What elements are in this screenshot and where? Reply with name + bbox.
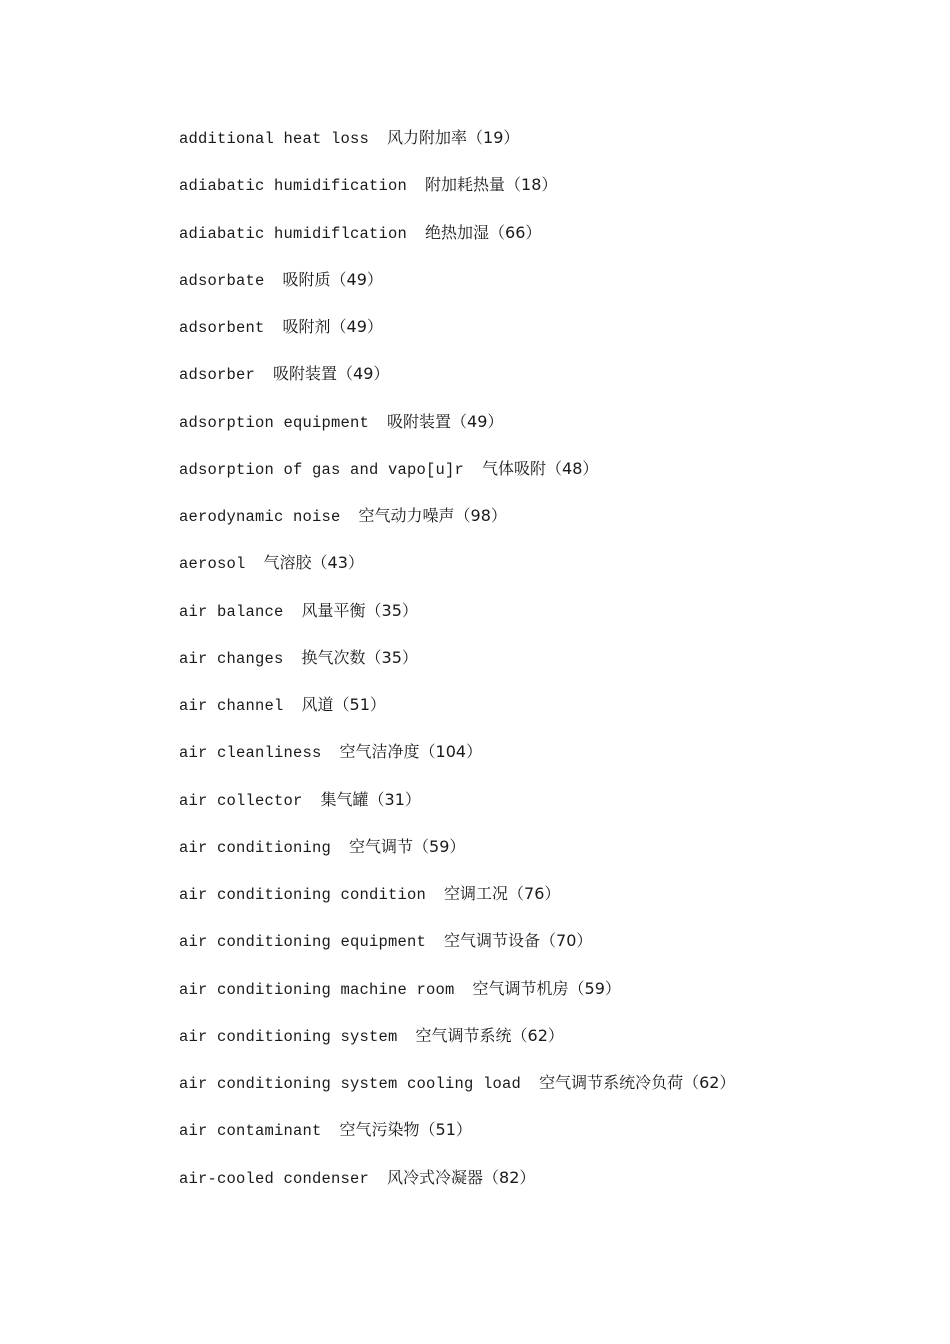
glossary-entry bbox=[179, 930, 735, 977]
glossary-entry bbox=[179, 647, 735, 694]
entry-term: air conditioning machine room bbox=[179, 980, 455, 999]
entry-translation: 吸附装置（49） bbox=[273, 364, 390, 384]
entry-translation: 风道（51） bbox=[301, 695, 386, 714]
entry-term: air conditioning condition bbox=[179, 886, 427, 904]
entry-translation: 空气调节机房（59） bbox=[472, 978, 621, 998]
entry-translation: 空气调节（59） bbox=[349, 836, 466, 856]
glossary-entry bbox=[179, 174, 735, 221]
entry-term: air conditioning system cooling load bbox=[179, 1075, 522, 1093]
glossary-entry bbox=[179, 411, 735, 458]
glossary-list bbox=[179, 127, 735, 1214]
entry-translation: 空气动力噪声（98） bbox=[358, 506, 507, 525]
entry-translation: 绝热加湿（66） bbox=[425, 222, 542, 242]
entry-term: air channel bbox=[179, 697, 284, 715]
entry-translation: 吸附剂（49） bbox=[282, 317, 383, 336]
entry-translation: 吸附装置（49） bbox=[387, 411, 504, 431]
glossary-entry bbox=[179, 1025, 735, 1072]
entry-term: air cleanliness bbox=[179, 744, 322, 763]
entry-translation: 气溶胶（43） bbox=[263, 553, 364, 573]
entry-translation: 空调工况（76） bbox=[444, 884, 561, 903]
entry-translation: 空气调节设备（70） bbox=[444, 931, 593, 951]
entry-term: air conditioning system bbox=[179, 1027, 398, 1046]
entry-translation: 空气洁净度（104） bbox=[339, 742, 483, 762]
entry-term: air balance bbox=[179, 602, 284, 621]
entry-translation: 附加耗热量（18） bbox=[425, 175, 558, 195]
entry-term: adsorbate bbox=[179, 271, 265, 290]
entry-term: air collector bbox=[179, 791, 303, 810]
entry-term: air-cooled condenser bbox=[179, 1169, 370, 1188]
entry-term: adsorbent bbox=[179, 319, 265, 337]
entry-translation: 空气污染物（51） bbox=[339, 1120, 472, 1140]
entry-translation: 风冷式冷凝器（82） bbox=[387, 1167, 536, 1187]
entry-term: air conditioning bbox=[179, 838, 332, 857]
entry-term: adiabatic humidiflcation bbox=[179, 224, 408, 243]
glossary-entry bbox=[179, 1119, 735, 1166]
entry-translation: 换气次数（35） bbox=[301, 647, 418, 667]
glossary-entry bbox=[179, 978, 735, 1025]
glossary-entry bbox=[179, 741, 735, 788]
entry-translation: 风量平衡（35） bbox=[301, 600, 418, 620]
entry-term: air changes bbox=[179, 649, 284, 668]
glossary-entry bbox=[179, 883, 735, 930]
glossary-entry bbox=[179, 363, 735, 410]
glossary-entry bbox=[179, 505, 735, 552]
glossary-entry bbox=[179, 552, 735, 599]
entry-translation: 气体吸附（48） bbox=[482, 458, 599, 478]
glossary-entry bbox=[179, 1072, 735, 1119]
entry-term: aerosol bbox=[179, 555, 246, 574]
glossary-entry bbox=[179, 269, 735, 316]
glossary-entry bbox=[179, 458, 735, 505]
glossary-entry bbox=[179, 836, 735, 883]
glossary-entry bbox=[179, 222, 735, 269]
entry-term: additional heat loss bbox=[179, 130, 370, 148]
entry-translation: 吸附质（49） bbox=[282, 269, 383, 289]
glossary-entry bbox=[179, 127, 735, 174]
entry-term: adsorber bbox=[179, 366, 256, 385]
entry-translation: 集气罐（31） bbox=[320, 789, 421, 809]
glossary-entry bbox=[179, 600, 735, 647]
entry-term: aerodynamic noise bbox=[179, 508, 341, 526]
entry-term: air conditioning equipment bbox=[179, 933, 427, 952]
glossary-entry bbox=[179, 789, 735, 836]
entry-translation: 风力附加率（19） bbox=[387, 128, 520, 147]
glossary-entry bbox=[179, 694, 735, 741]
entry-term: adsorption of gas and vapo[u]r bbox=[179, 460, 465, 479]
entry-term: air contaminant bbox=[179, 1122, 322, 1141]
entry-translation: 空气调节系统（62） bbox=[415, 1025, 564, 1045]
entry-translation: 空气调节系统冷负荷（62） bbox=[539, 1073, 736, 1092]
glossary-entry bbox=[179, 1167, 735, 1214]
entry-term: adiabatic humidification bbox=[179, 177, 408, 196]
glossary-entry bbox=[179, 316, 735, 363]
entry-term: adsorption equipment bbox=[179, 413, 370, 432]
